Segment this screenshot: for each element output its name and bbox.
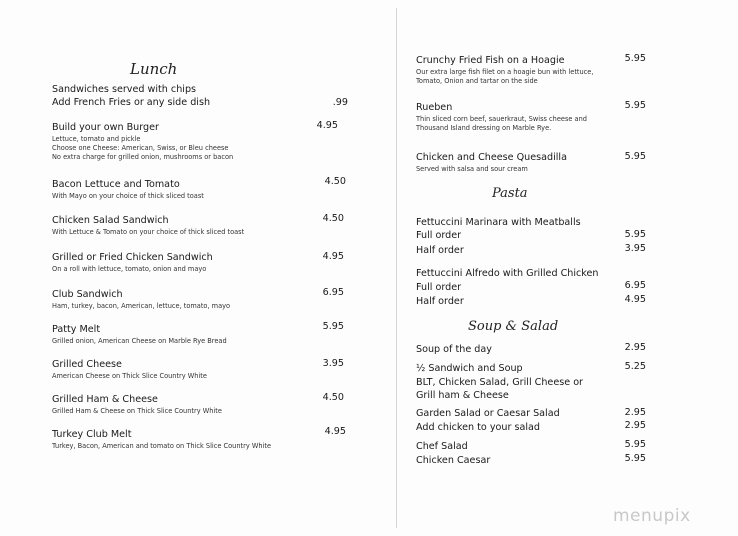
menu-item-price: 4.95 xyxy=(322,251,344,262)
menu-item-name: Build your own Burger xyxy=(52,122,159,133)
menu-item-name: Soup of the day xyxy=(416,344,492,355)
menu-item-name: Add chicken to your salad xyxy=(416,422,540,433)
menu-item-name: Grilled Cheese xyxy=(52,359,122,370)
menupix-watermark: menupix xyxy=(613,506,691,526)
menu-item-desc: Thin sliced corn beef, sauerkraut, Swiss cheese and xyxy=(416,115,587,123)
menu-item-name: Garden Salad or Caesar Salad xyxy=(416,408,560,419)
menu-item-price: 6.95 xyxy=(322,287,344,298)
menu-item-desc: With Lettuce & Tomato on your choice of thick sliced toast xyxy=(52,228,245,236)
menu-item-price: 4.50 xyxy=(322,392,344,403)
menu-item-price: 2.95 xyxy=(624,407,646,418)
menu-item-price: 5.95 xyxy=(322,321,344,332)
menu-item-name: Patty Melt xyxy=(52,324,101,335)
intro-line: Add French Fries or any side dish xyxy=(52,97,211,108)
menu-item-desc: Choose one Cheese: American, Swiss, or Bleu cheese xyxy=(52,144,229,152)
menu-item-desc: BLT, Chicken Salad, Grill Cheese or xyxy=(416,377,584,388)
menu-item-desc: Ham, turkey, bacon, American, lettuce, tomato, mayo xyxy=(52,302,231,310)
menu-item-price: 4.50 xyxy=(324,176,346,187)
option-price: 4.95 xyxy=(624,294,646,305)
intro-line: Sandwiches served with chips xyxy=(52,84,197,95)
menu-item-name: Chef Salad xyxy=(416,441,468,452)
option-label: Full order xyxy=(416,282,462,293)
option-label: Full order xyxy=(416,230,462,241)
menu-item-price: 5.95 xyxy=(624,53,646,64)
menu-item-price: 5.95 xyxy=(624,151,646,162)
menu-item-name: Chicken Salad Sandwich xyxy=(52,215,169,226)
menu-item-desc: Our extra large fish filet on a hoagie bun with lettuce, xyxy=(416,68,594,76)
menu-item-name: Chicken and Cheese Quesadilla xyxy=(416,152,567,163)
option-label: Half order xyxy=(416,296,464,307)
menu-item-name: Turkey Club Melt xyxy=(52,429,132,440)
menu-item-name: Bacon Lettuce and Tomato xyxy=(52,179,180,190)
menu-item-name: Fettuccini Alfredo with Grilled Chicken xyxy=(416,268,599,279)
menu-item-name: Fettuccini Marinara with Meatballs xyxy=(416,217,581,228)
menu-item-desc: Tomato, Onion and tartar on the side xyxy=(416,77,538,85)
menu-item-price: 5.25 xyxy=(624,361,646,372)
menu-item-desc: Lettuce, tomato and pickle xyxy=(52,135,141,143)
menu-item-price: 4.95 xyxy=(324,426,346,437)
menu-item-desc: No extra charge for grilled onion, mushrooms or bacon xyxy=(52,153,234,161)
menu-item-price: 5.95 xyxy=(624,439,646,450)
menu-item-name: Rueben xyxy=(416,102,453,113)
menu-item-price: 2.95 xyxy=(624,420,646,431)
option-label: Half order xyxy=(416,245,464,256)
option-price: 6.95 xyxy=(624,280,646,291)
column-divider xyxy=(396,8,397,528)
menu-item-name: Grilled Ham & Cheese xyxy=(52,394,158,405)
menu-item-desc: Grilled onion, American Cheese on Marble Rye Bread xyxy=(52,337,227,345)
menu-item-desc: Grill ham & Cheese xyxy=(416,390,509,401)
menu-item-price: 4.50 xyxy=(322,213,344,224)
menu-item-name: Crunchy Fried Fish on a Hoagie xyxy=(416,55,565,66)
menu-item-desc: With Mayo on your choice of thick sliced toast xyxy=(52,192,204,200)
option-price: 3.95 xyxy=(624,243,646,254)
menu-item-name: Chicken Caesar xyxy=(416,455,491,466)
menu-item-desc: American Cheese on Thick Slice Country White xyxy=(52,372,207,380)
menu-item-name: ½ Sandwich and Soup xyxy=(416,363,523,374)
menu-item-desc: On a roll with lettuce, tomato, onion and mayo xyxy=(52,265,207,273)
menu-item-price: 5.95 xyxy=(624,100,646,111)
pasta-heading: Pasta xyxy=(492,186,528,201)
option-price: 5.95 xyxy=(624,229,646,240)
menu-item-price: 2.95 xyxy=(624,342,646,353)
menu-item-desc: Turkey, Bacon, American and tomato on Thick Slice Country White xyxy=(52,442,271,450)
menu-item-price: 3.95 xyxy=(322,358,344,369)
menu-item-price: 5.95 xyxy=(624,453,646,464)
menu-item-desc: Thousand Island dressing on Marble Rye. xyxy=(416,124,552,132)
menu-item-desc: Grilled Ham & Cheese on Thick Slice Country White xyxy=(52,407,222,415)
menu-item-name: Club Sandwich xyxy=(52,289,123,300)
menu-item-name: Grilled or Fried Chicken Sandwich xyxy=(52,252,213,263)
intro-price: .99 xyxy=(332,97,348,108)
lunch-heading: Lunch xyxy=(130,60,178,78)
soup-salad-heading: Soup & Salad xyxy=(468,319,559,334)
menu-item-desc: Served with salsa and sour cream xyxy=(416,165,528,173)
menu-item-price: 4.95 xyxy=(316,120,338,131)
